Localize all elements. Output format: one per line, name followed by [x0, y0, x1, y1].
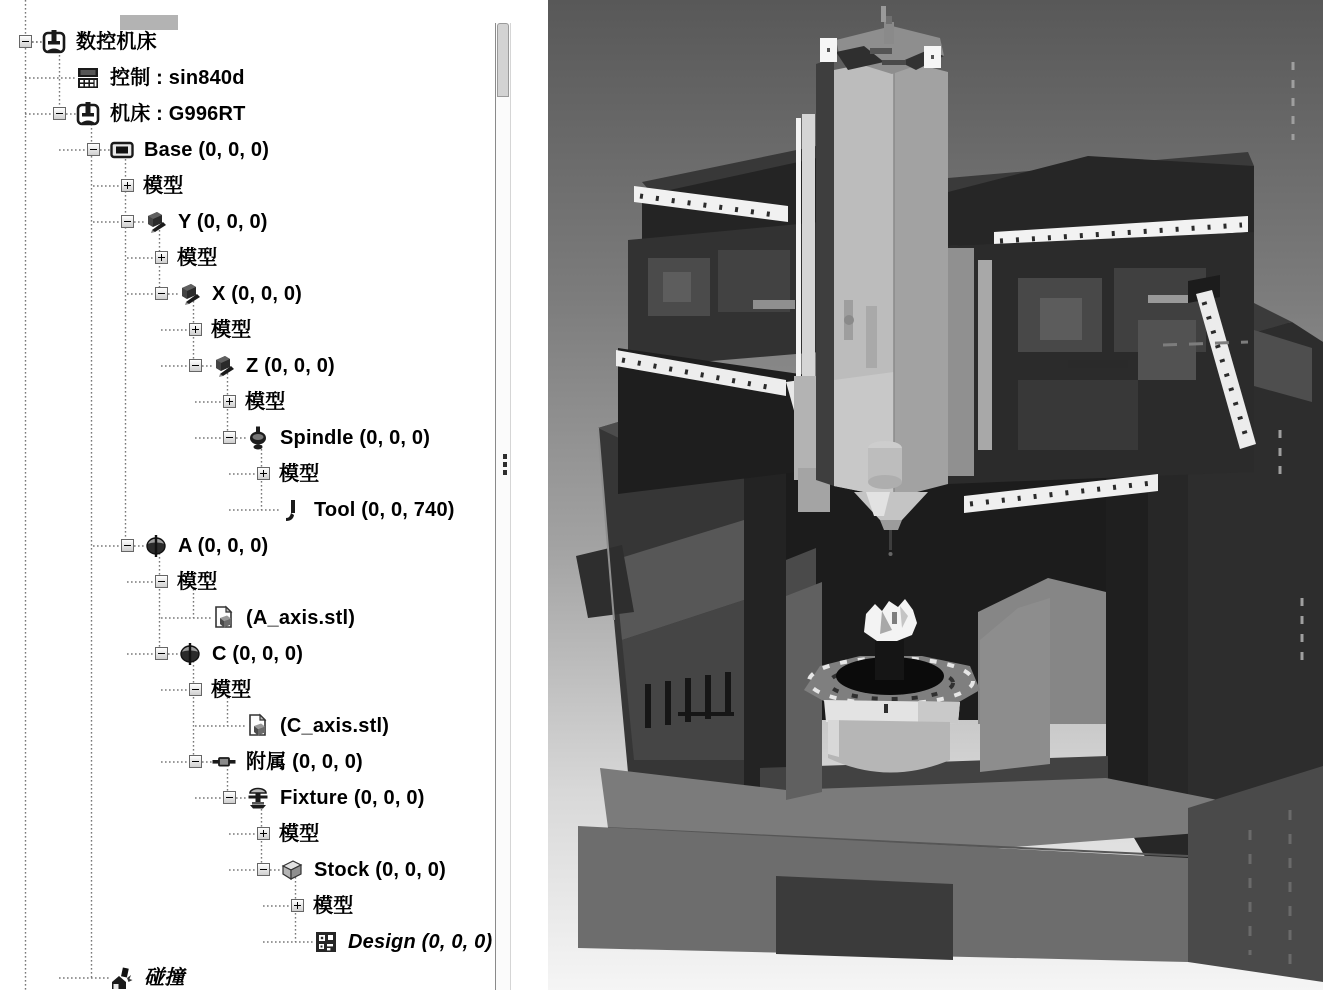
tree-node-label[interactable]: C (0, 0, 0): [212, 643, 304, 665]
tree-node-label[interactable]: Tool (0, 0, 740): [314, 499, 455, 521]
tree-node-label[interactable]: A (0, 0, 0): [178, 535, 269, 557]
tree-row[interactable]: [0, 672, 548, 708]
machine-tree-rows: [0, 0, 548, 990]
tree-row[interactable]: [0, 384, 548, 420]
scrollbar-grip-dot: [503, 454, 507, 459]
tree-row[interactable]: [0, 636, 548, 672]
tree-row[interactable]: [0, 564, 548, 600]
collapse-toggle-icon[interactable]: [189, 359, 202, 372]
rotary-axis-icon: [178, 641, 202, 667]
control-icon: [76, 65, 100, 91]
expand-toggle-icon[interactable]: [223, 395, 236, 408]
tree-row[interactable]: [0, 888, 548, 924]
tree-row[interactable]: [0, 600, 548, 636]
tree-node-label[interactable]: 模型: [279, 463, 320, 485]
machine-icon: [42, 29, 66, 55]
scrollbar-grip-dot: [503, 462, 507, 467]
tree-row[interactable]: [0, 276, 548, 312]
attachment-icon: [212, 749, 236, 775]
tree-node-label[interactable]: (C_axis.stl): [280, 715, 390, 737]
tree-row[interactable]: [0, 924, 548, 960]
collapse-toggle-icon[interactable]: [223, 791, 236, 804]
machine-3d-render[interactable]: [548, 0, 1323, 990]
collapse-toggle-icon[interactable]: [189, 755, 202, 768]
linear-axis-icon: [144, 209, 168, 235]
expand-toggle-icon[interactable]: [291, 899, 304, 912]
tree-row[interactable]: [0, 132, 548, 168]
tree-row[interactable]: [0, 204, 548, 240]
tree-row[interactable]: [0, 528, 548, 564]
tree-row[interactable]: [0, 852, 548, 888]
machine-3d-viewport[interactable]: [548, 0, 1323, 990]
tree-node-label[interactable]: Y (0, 0, 0): [178, 211, 268, 233]
scrollbar-grip-dot: [503, 470, 507, 475]
scrollbar-thumb[interactable]: [497, 23, 509, 97]
fixture-icon: [246, 785, 270, 811]
collapse-toggle-icon[interactable]: [155, 287, 168, 300]
linear-axis-icon: [212, 353, 236, 379]
design-icon: [314, 929, 338, 955]
tree-row[interactable]: [0, 168, 548, 204]
tree-node-label[interactable]: 控制 : sin840d: [110, 67, 245, 89]
tree-scrollbar[interactable]: [495, 23, 511, 990]
collapse-toggle-icon[interactable]: [155, 647, 168, 660]
table-cylinder: [828, 720, 950, 773]
tree-node-label[interactable]: Fixture (0, 0, 0): [280, 787, 425, 809]
spindle-column: [816, 6, 948, 556]
tree-row[interactable]: [0, 780, 548, 816]
tree-node-label[interactable]: 模型: [143, 175, 184, 197]
tree-row[interactable]: [0, 816, 548, 852]
tree-node-label[interactable]: 模型: [313, 895, 354, 917]
tree-row[interactable]: [0, 312, 548, 348]
tree-row[interactable]: [0, 492, 548, 528]
expand-toggle-icon[interactable]: [155, 251, 168, 264]
tree-node-label[interactable]: 模型: [279, 823, 320, 845]
cutting-tool: [889, 530, 892, 550]
tree-node-label[interactable]: 模型: [245, 391, 286, 413]
spindle-icon: [246, 425, 270, 451]
expand-toggle-icon[interactable]: [257, 467, 270, 480]
machine-tree-panel: [0, 0, 548, 990]
tree-row[interactable]: [0, 348, 548, 384]
tree-row[interactable]: [0, 708, 548, 744]
tree-row[interactable]: [0, 24, 548, 60]
tree-node-label[interactable]: 模型: [211, 679, 252, 701]
stl-file-icon: [212, 605, 236, 631]
tree-row[interactable]: [0, 60, 548, 96]
collapse-toggle-icon[interactable]: [223, 431, 236, 444]
rotary-axis-icon: [144, 533, 168, 559]
base-icon: [110, 137, 134, 163]
tree-node-label[interactable]: 模型: [211, 319, 252, 341]
stl-file-icon: [246, 713, 270, 739]
tree-node-label[interactable]: Stock (0, 0, 0): [314, 859, 446, 881]
tree-node-label[interactable]: 附属 (0, 0, 0): [246, 751, 363, 773]
base-notch: [776, 876, 953, 960]
collapse-toggle-icon[interactable]: [121, 215, 134, 228]
expand-toggle-icon[interactable]: [189, 323, 202, 336]
tree-node-label[interactable]: 模型: [177, 247, 218, 269]
tree-node-label[interactable]: 模型: [177, 571, 218, 593]
stock-icon: [280, 857, 304, 883]
tree-node-label[interactable]: 数控机床: [76, 31, 157, 53]
collapse-toggle-icon[interactable]: [53, 107, 66, 120]
tree-row[interactable]: [0, 240, 548, 276]
collapse-toggle-icon[interactable]: [189, 683, 202, 696]
collapse-toggle-icon[interactable]: [87, 143, 100, 156]
tree-row[interactable]: [0, 456, 548, 492]
tree-row[interactable]: [0, 960, 548, 990]
tool-icon: [280, 497, 304, 523]
linear-axis-icon: [178, 281, 202, 307]
collapse-toggle-icon[interactable]: [121, 539, 134, 552]
collapse-toggle-icon[interactable]: [19, 35, 32, 48]
tree-row[interactable]: [0, 744, 548, 780]
tree-node-label[interactable]: 碰撞: [144, 967, 185, 989]
tree-row[interactable]: [0, 96, 548, 132]
tree-node-label[interactable]: X (0, 0, 0): [212, 283, 303, 305]
collapse-toggle-icon[interactable]: [257, 863, 270, 876]
collision-icon: [110, 965, 134, 990]
tree-node-label[interactable]: 机床 : G996RT: [110, 103, 246, 125]
expand-toggle-icon[interactable]: [257, 827, 270, 840]
tree-node-label[interactable]: Design (0, 0, 0): [348, 931, 493, 953]
tree-node-label[interactable]: (A_axis.stl): [246, 607, 356, 629]
tree-node-label[interactable]: Spindle (0, 0, 0): [280, 427, 431, 449]
tree-node-label[interactable]: Z (0, 0, 0): [246, 355, 335, 377]
tree-node-label[interactable]: Base (0, 0, 0): [144, 139, 270, 161]
tree-row[interactable]: [0, 420, 548, 456]
collapse-toggle-icon[interactable]: [155, 575, 168, 588]
machine-icon: [76, 101, 100, 127]
expand-toggle-icon[interactable]: [121, 179, 134, 192]
